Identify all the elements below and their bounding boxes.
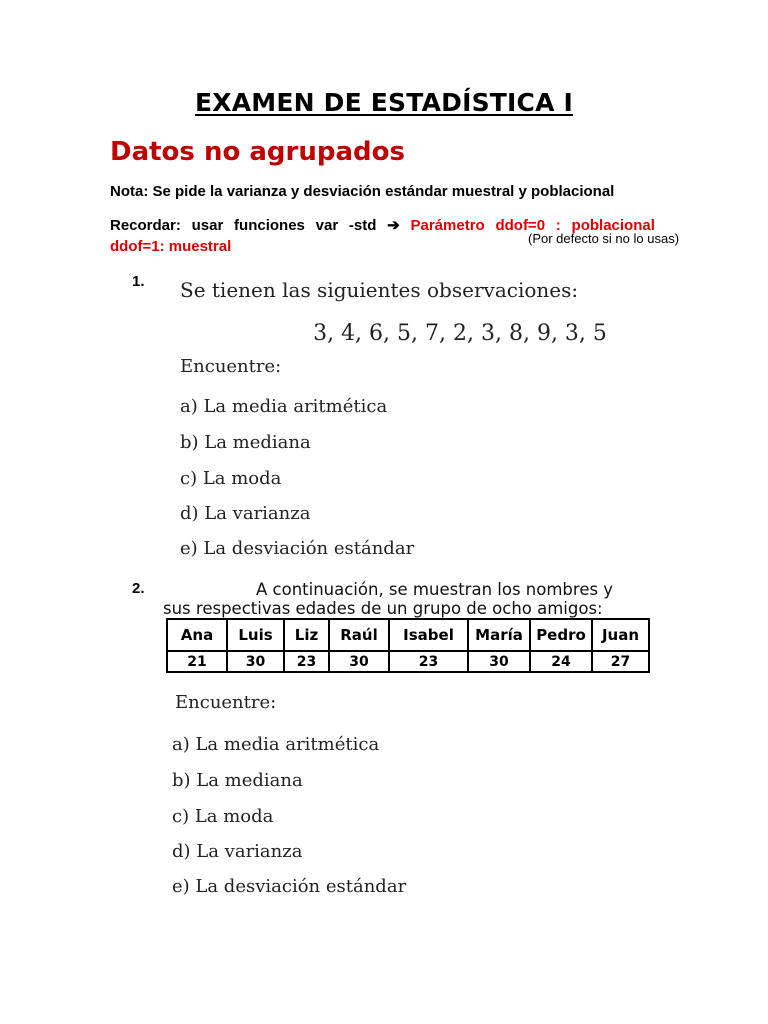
- question-2-intro-line: sus respectivas edades de un grupo de ocho amigos:: [163, 599, 603, 618]
- default-note: (Por defecto si no lo usas): [528, 231, 680, 246]
- name-cell: Pedro: [530, 619, 592, 651]
- reminder-word: -std: [348, 217, 377, 234]
- name-cell: María: [468, 619, 530, 651]
- question-1-number: 1.: [132, 273, 145, 290]
- arrow-right-icon: ➔: [387, 217, 400, 234]
- question-2-number: 2.: [132, 580, 145, 597]
- note-text: Nota: Se pide la varianza y desviación estándar muestral y poblacional: [110, 183, 615, 200]
- age-cell: 30: [227, 651, 284, 672]
- age-cell: 24: [530, 651, 592, 672]
- reminder-word: usar: [191, 217, 224, 234]
- name-cell: Isabel: [389, 619, 468, 651]
- question-1-item: d) La varianza: [180, 503, 311, 524]
- question-1-data: 3, 4, 6, 5, 7, 2, 3, 8, 9, 3, 5: [313, 321, 607, 346]
- question-1-encuentre: Encuentre:: [180, 356, 282, 377]
- name-cell: Ana: [167, 619, 227, 651]
- question-2-encuentre: Encuentre:: [175, 692, 277, 713]
- name-cell: Liz: [284, 619, 329, 651]
- reminder-word: var: [315, 217, 339, 234]
- reminder-word: funciones: [234, 217, 305, 234]
- name-cell: Juan: [592, 619, 649, 651]
- age-cell: 27: [592, 651, 649, 672]
- reminder-parameter-word: Parámetro: [410, 217, 485, 234]
- reminder-parameter-word: ddof=0: [495, 217, 546, 234]
- reminder-word: Recordar:: [110, 217, 181, 234]
- question-2-item: c) La moda: [172, 806, 274, 827]
- names-row: [167, 619, 649, 651]
- question-2-intro: [163, 580, 643, 618]
- reminder-parameter-word: poblacional: [571, 217, 655, 234]
- ages-row: [167, 651, 649, 672]
- question-1-item: a) La media aritmética: [180, 396, 388, 417]
- question-2-item: e) La desviación estándar: [172, 876, 407, 897]
- question-1-item: e) La desviación estándar: [180, 538, 415, 559]
- question-1-item: c) La moda: [180, 468, 282, 489]
- ddof1-text: ddof=1: muestral: [110, 238, 232, 255]
- age-cell: 23: [284, 651, 329, 672]
- section-subtitle: Datos no agrupados: [110, 137, 405, 167]
- question-2-item: b) La mediana: [172, 770, 303, 791]
- age-cell: 21: [167, 651, 227, 672]
- question-1-item: b) La mediana: [180, 432, 311, 453]
- name-cell: Luis: [227, 619, 284, 651]
- page-title: EXAMEN DE ESTADÍSTICA I: [194, 88, 574, 117]
- age-cell: 30: [468, 651, 530, 672]
- names-ages-table: [166, 618, 650, 673]
- age-cell: 23: [389, 651, 468, 672]
- question-1-intro: Se tienen las siguientes observaciones:: [180, 278, 579, 302]
- reminder-parameter-word: :: [555, 217, 561, 234]
- question-2-item: a) La media aritmética: [172, 734, 380, 755]
- age-cell: 30: [329, 651, 389, 672]
- question-2-intro-line: A continuación, se muestran los nombres y: [256, 580, 614, 599]
- question-2-item: d) La varianza: [172, 841, 303, 862]
- name-cell: Raúl: [329, 619, 389, 651]
